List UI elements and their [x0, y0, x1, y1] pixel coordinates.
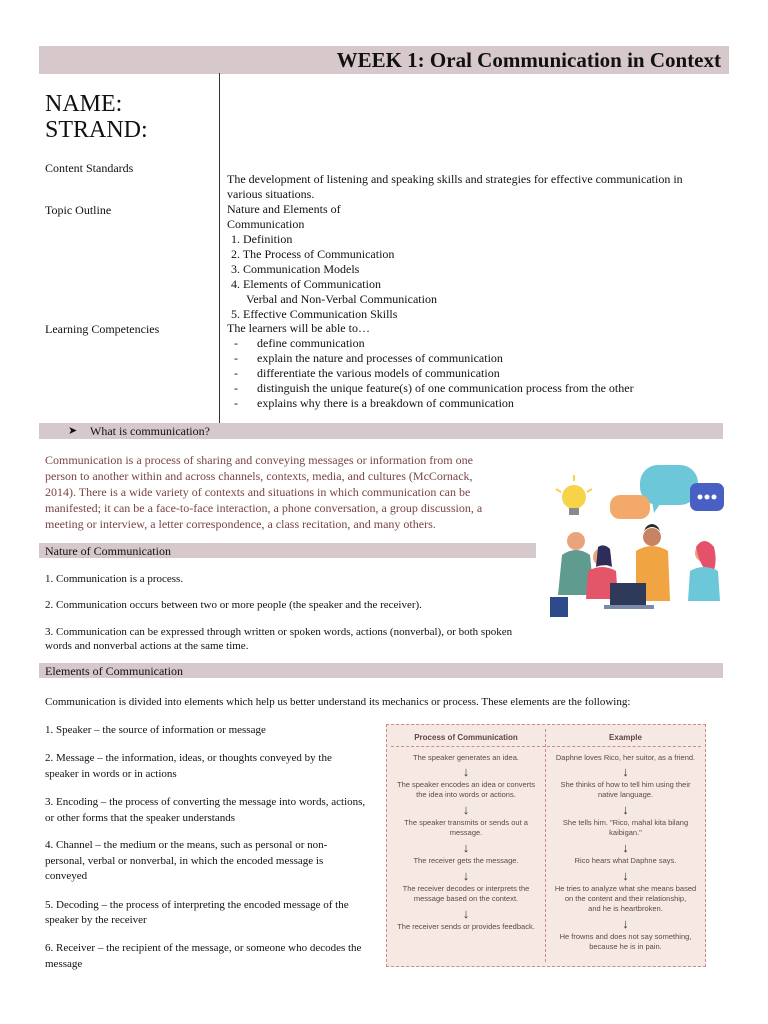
process-step: message based on the context. — [413, 894, 519, 903]
element-item: speaker in words or in actions — [45, 768, 177, 780]
element-item: 6. Receiver – the recipient of the message, or someone who decodes the — [45, 942, 362, 954]
example-step: She thinks of how to tell him using their — [560, 780, 691, 789]
competency-item: - explains why there is a breakdown of communication — [234, 396, 514, 410]
topic-item: 3. Communication Models — [231, 262, 360, 276]
down-arrow-icon: ↓ — [462, 764, 470, 779]
down-arrow-icon: ↓ — [622, 764, 629, 779]
element-item: 1. Speaker – the source of information or message — [45, 724, 266, 736]
example-step: because he is in pain. — [589, 942, 662, 951]
element-item: 4. Channel – the medium or the means, such as personal or non- — [45, 839, 328, 851]
element-item: message — [45, 958, 83, 970]
competency-item: - distinguish the unique feature(s) of one communication process from the other — [234, 381, 634, 395]
process-step: The speaker transmits or sends out a — [404, 818, 528, 827]
example-step: on the content and their relationship, — [564, 894, 687, 903]
name-label: NAME: — [45, 91, 123, 117]
nature-item: words and nonverbal actions at the same time. — [45, 640, 249, 652]
example-step: He tries to analyze what she means based — [554, 884, 697, 893]
down-arrow-icon: ↓ — [622, 802, 629, 817]
down-arrow-icon: ↓ — [622, 868, 629, 883]
definition-line: 2014). There is a wide variety of contexts and situations in which communication can be — [45, 485, 471, 499]
topic-outline — [227, 202, 437, 322]
element-item: or other forms that the speaker understands — [45, 812, 235, 824]
process-step: The speaker generates an idea. — [413, 753, 519, 762]
elements-intro: Communication is divided into elements which help us better understand its mechanics or process. These elements are the following: — [45, 696, 631, 708]
process-step: the idea into words or actions. — [416, 790, 516, 799]
definition-line: Communication is a process of sharing and conveying messages or information from one — [45, 453, 473, 467]
elements-heading: Elements of Communication — [45, 664, 183, 678]
process-step: message. — [449, 828, 483, 837]
example-column — [546, 725, 705, 966]
page-title: WEEK 1: Oral Communication in Context — [336, 48, 721, 72]
competencies-intro: The learners will be able to… — [227, 321, 370, 335]
nature-item: 2. Communication occurs between two or more people (the speaker and the receiver). — [45, 599, 422, 611]
definition-line: meeting or interview, a letter correspondence, a class recitation, and many others. — [45, 517, 436, 531]
element-item: personal, verbal or nonverbal, in which the encoded message is — [45, 855, 324, 867]
process-column — [387, 725, 545, 966]
process-column-header: Process of Communication — [414, 733, 518, 742]
content-standards-label: Content Standards — [45, 161, 134, 175]
process-step: The receiver decodes or interprets the — [402, 884, 530, 893]
learning-competencies-label: Learning Competencies — [45, 322, 160, 336]
process-step: The speaker encodes an idea or converts — [397, 780, 535, 789]
example-step: Daphne loves Rico, her suitor, as a friend. — [555, 753, 696, 762]
element-item: 3. Encoding – the process of converting the message into words, actions, — [45, 796, 366, 808]
example-step: and he is heartbroken. — [588, 904, 663, 913]
nature-item: 3. Communication can be expressed through written or spoken words, actions (nonverbal), or both spoken — [45, 626, 513, 638]
topic-item: 2. The Process of Communication — [231, 247, 395, 261]
example-step: native language. — [597, 790, 654, 799]
topic-outline-label: Topic Outline — [45, 203, 112, 217]
title-band — [39, 46, 729, 74]
element-item: speaker by the receiver — [45, 914, 147, 926]
example-step: She tells him. "Rico, mahal kita bilang — [562, 818, 689, 827]
competency-item: - differentiate the various models of communication — [234, 366, 500, 380]
down-arrow-icon: ↓ — [462, 906, 470, 921]
competency-item: - define communication — [234, 336, 365, 350]
strand-label: STRAND: — [45, 117, 148, 143]
definition-line: person to another within and across channels, contexts, media, and cultures (McCornack, — [45, 469, 473, 483]
learning-competencies — [227, 321, 634, 411]
topic-item: 5. Effective Communication Skills — [231, 307, 398, 321]
nature-item: 1. Communication is a process. — [45, 573, 184, 585]
example-column-header: Example — [609, 733, 642, 742]
team-discussion-illustration — [540, 455, 730, 617]
down-arrow-icon: ↓ — [462, 840, 470, 855]
definition-paragraph — [45, 452, 515, 532]
example-step: He frowns and does not say something, — [559, 932, 692, 941]
element-item: 5. Decoding – the process of interpreting the encoded message of the — [45, 899, 349, 911]
definition-line: manifested; it can be a face-to-face interaction, a phone conversation, a group discussion, a — [45, 501, 483, 515]
element-item: conveyed — [45, 870, 88, 882]
process-step: The receiver sends or provides feedback. — [397, 922, 535, 931]
nature-heading: Nature of Communication — [45, 544, 171, 558]
down-arrow-icon: ↓ — [622, 916, 629, 931]
down-arrow-icon: ↓ — [462, 802, 470, 817]
topic-outline-title: Nature and Elements of — [227, 202, 341, 216]
down-arrow-icon: ↓ — [622, 840, 629, 855]
example-step: Rico hears what Daphne says. — [574, 856, 677, 865]
arrow-bullet-icon: ➤ — [68, 425, 78, 437]
example-step: kaibigan." — [609, 828, 642, 837]
down-arrow-icon: ↓ — [462, 868, 470, 883]
topic-outline-title: Communication — [227, 217, 305, 231]
content-standards-line1: The development of listening and speaking skills and strategies for effective communication in — [227, 172, 683, 186]
topic-item: 4. Elements of Communication — [231, 277, 381, 291]
column-divider — [219, 73, 220, 424]
process-of-communication-table — [386, 724, 706, 967]
competency-item: - explain the nature and processes of communication — [234, 351, 503, 365]
process-step: The receiver gets the message. — [413, 856, 519, 865]
question-text: What is communication? — [90, 424, 210, 438]
content-standards-line2: various situations. — [227, 187, 315, 201]
topic-item: 1. Definition — [231, 232, 293, 246]
topic-item: Verbal and Non-Verbal Communication — [246, 292, 437, 306]
element-item: 2. Message – the information, ideas, or thoughts conveyed by the — [45, 752, 332, 764]
